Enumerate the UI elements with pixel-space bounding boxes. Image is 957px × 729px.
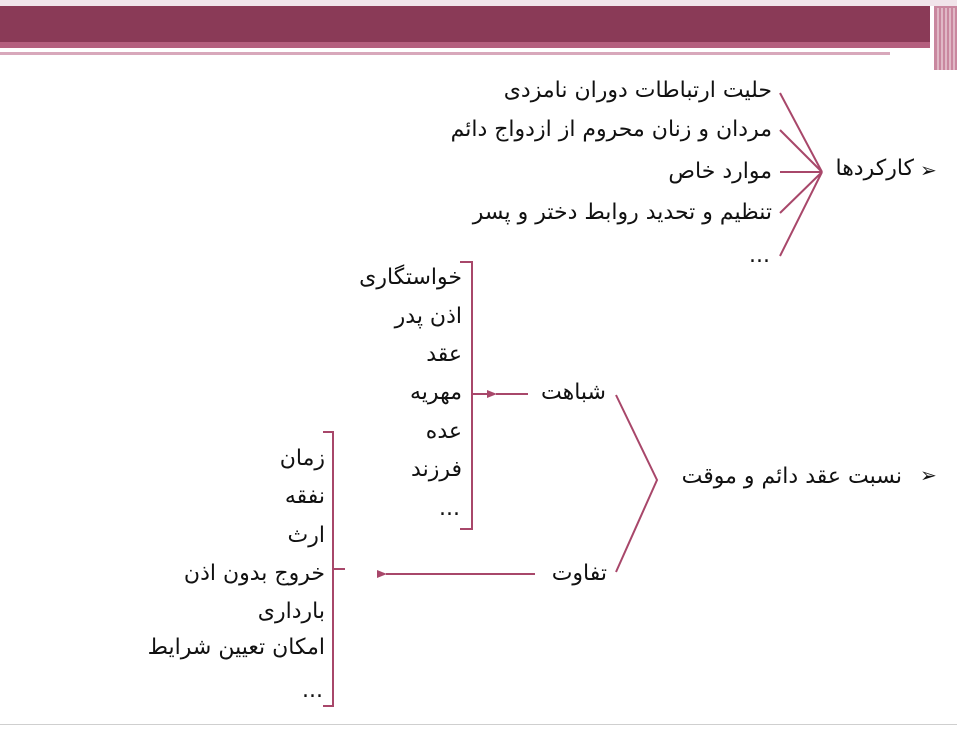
function-item: موارد خاص (668, 159, 772, 184)
similarity-ellipsis: ... (439, 496, 460, 521)
bullet-comparison-icon: ➢ (920, 463, 937, 487)
fan-line-1 (780, 93, 822, 172)
difference-label: تفاوت (551, 561, 607, 586)
function-ellipsis: ... (749, 243, 770, 268)
similarity-item: اذن پدر (394, 304, 462, 329)
similarity-item: مهریه (410, 380, 462, 405)
difference-bracket (323, 432, 345, 706)
similarity-item: عقد (426, 342, 462, 367)
slide-bottom-border (0, 724, 957, 725)
difference-item: ارث (287, 523, 325, 548)
difference-item: بارداری (257, 599, 325, 624)
comparison-split-line (616, 395, 657, 572)
difference-item: امکان تعیین شرایط (147, 635, 325, 660)
difference-item: نفقه (284, 484, 325, 509)
fan-line-4 (780, 172, 822, 213)
similarity-bracket (460, 262, 487, 529)
similarity-item: عده (425, 419, 462, 444)
function-item: مردان و زنان محروم از ازدواج دائم (450, 117, 772, 142)
similarity-label: شباهت (541, 380, 606, 405)
bullet-functions-icon: ➢ (920, 158, 937, 182)
comparison-heading: نسبت عقد دائم و موقت (681, 464, 902, 489)
function-item: تنظیم و تحدید روابط دختر و پسر (472, 200, 772, 225)
difference-ellipsis: ... (302, 678, 323, 703)
similarity-item: خواستگاری (359, 265, 462, 290)
fan-line-5 (780, 172, 822, 256)
function-item: حلیت ارتباطات دوران نامزدی (503, 78, 772, 103)
difference-item: خروج بدون اذن (183, 561, 325, 586)
functions-heading: کارکردها (835, 156, 914, 181)
similarity-item: فرزند (411, 457, 462, 482)
fan-line-2 (780, 130, 822, 172)
difference-item: زمان (279, 446, 325, 471)
